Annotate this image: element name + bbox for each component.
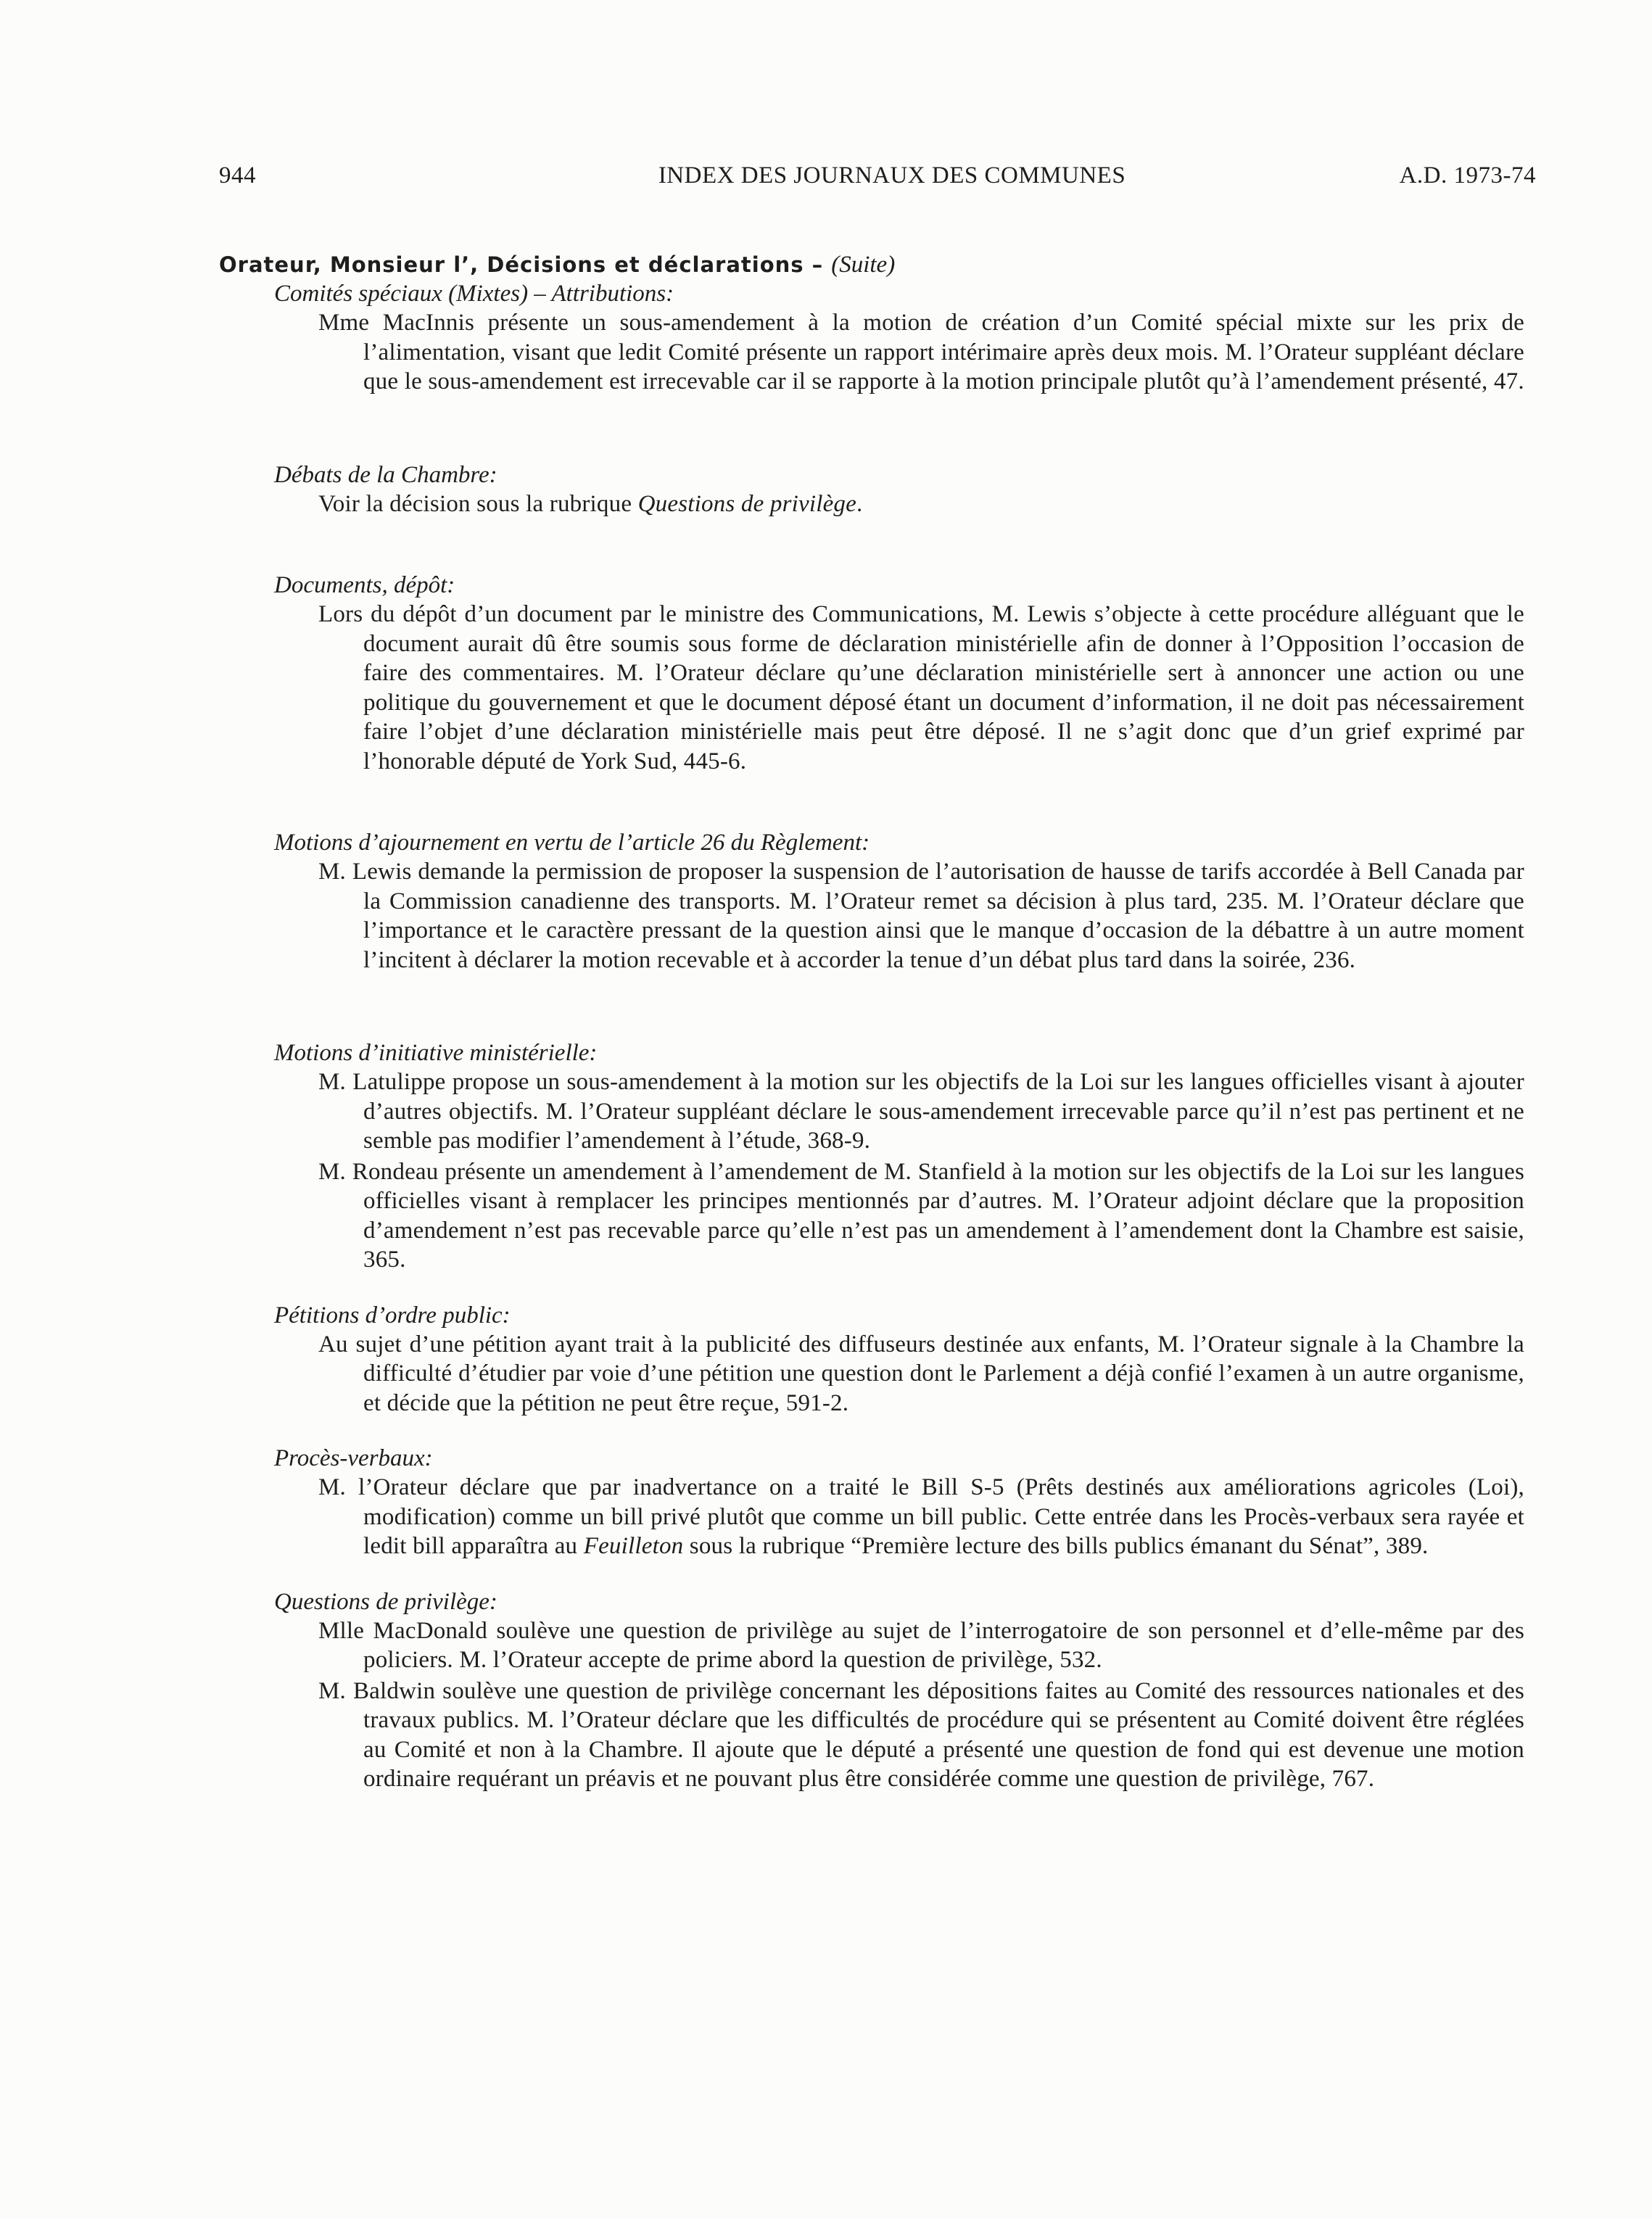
sub-heading: Documents, dépôt: [274,572,455,598]
section-motions-initiative [274,1038,1524,1275]
section-motions-ajournement [274,828,1524,975]
index-entry [318,1473,1524,1561]
main-heading-text: Orateur, Monsieur l’, Décisions et déclarations – [219,252,824,277]
section-documents-depot [274,571,1524,776]
index-entry: M. Latulippe propose un sous-amendement à la motion sur les objectifs de la Loi sur les langues officielles visant à ajouter d’autres objectifs. M. l’Orateur suppléant déclare le sous-amendement irrecevable parce qu’il n’est pas pertinent et ne semble pas modifier l’amendement à l’étude, 368-9. [318,1069,1524,1154]
sub-heading: Pétitions d’ordre public: [274,1302,511,1328]
entry-text: M. l’Orateur déclare que par inadvertance on a traité le Bill S-5 (Prêts destinés aux améliorations agricoles (Loi), modification) comme un bill privé plutôt que comme un bill public. Cette entrée dans les Procès-verbaux sera rayée et ledit bill apparaîtra au [318,1474,1524,1559]
section-questions-privilege [274,1587,1524,1794]
sub-heading: Procès-verbaux: [274,1445,433,1471]
section-comites-speciaux [274,279,1524,397]
index-entry: M. Rondeau présente un amendement à l’amendement de M. Stanfield à la motion sur les objectifs de la Loi sur les langues officielles visant à remplacer les principes mentionnés par d’autres. M. l’Orateur adjoint déclare que la proposition d’amendement n’est pas recevable parce qu’elle n’est pas un amendement à l’amendement dont la Chambre est saisie, 365. [318,1158,1524,1273]
sub-heading: Débats de la Chambre: [274,461,497,488]
cross-reference: Feuilleton [583,1533,684,1559]
section-proces-verbaux [274,1444,1524,1561]
sub-heading: Comités spéciaux (Mixtes) – Attributions: [274,281,674,307]
index-entry: Mme MacInnis présente un sous-amendement à la motion de création d’un Comité spécial mixte sur les prix de l’alimentation, visant que ledit Comité présente un rapport intérimaire après deux mois. M. l’Orateur suppléant déclare que le sous-amendement est irrecevable car il se rapporte à la motion principale plutôt qu’à l’amendement présenté, 47. [318,310,1524,394]
index-entry [318,489,1524,519]
main-heading-suite: (Suite) [831,252,896,278]
index-entry: M. Lewis demande la permission de proposer la suspension de l’autorisation de hausse de tarifs accordée à Bell Canada par la Commission canadienne des transports. M. l’Orateur remet sa décision à plus tard, 235. M. l’Orateur déclare que l’importance et le caractère pressant de la question ainsi que le manque d’occasion de la débattre à un autre moment l’incitent à déclarer la motion recevable et à accorder la tenue d’un débat plus tard dans la soirée, 236. [318,859,1524,973]
sub-heading: Questions de privilège: [274,1588,497,1615]
cross-reference: Questions de privilège [637,490,856,517]
running-header [219,162,1536,197]
entry-text-end: sous la rubrique “Première lecture des bills publics émanant du Sénat”, 389. [683,1533,1429,1559]
index-entry: Mlle MacDonald soulève une question de privilège au sujet de l’interrogatoire de son personnel et d’elle-même par des policiers. M. l’Orateur accepte de prime abord la question de privilège, 532. [318,1617,1524,1673]
section-petitions [274,1301,1524,1418]
sub-heading: Motions d’ajournement en vertu de l’article 26 du Règlement: [274,830,870,856]
index-entry: M. Baldwin soulève une question de privilège concernant les dépositions faites au Comité des ressources nationales et des travaux publics. M. l’Orateur déclare que les difficultés de procédure qui se présentent au Comité doivent être réglées au Comité et non à la Chambre. Il ajoute que le député a présenté une question de fond qui est devenue une motion ordinaire requérant un préavis et ne pouvant plus être considérée comme une question de privilège, 767. [318,1677,1524,1792]
sub-heading: Motions d’initiative ministérielle: [274,1040,598,1066]
section-debats [274,460,1524,519]
page-number: 944 [219,162,256,189]
index-entry: Au sujet d’une pétition ayant trait à la publicité des diffuseurs destinée aux enfants, M. l’Orateur signale à la Chambre la difficulté d’étudier par voie d’une pétition une question dont le Parlement a déjà confié l’examen à un autre organisme, et décide que la pétition ne peut être reçue, 591-2. [318,1331,1524,1416]
entry-text: Voir la décision sous la rubrique [318,490,638,517]
volume-years: A.D. 1973-74 [1399,162,1536,189]
running-title: INDEX DES JOURNAUX DES COMMUNES [658,162,1126,189]
index-body [219,250,1524,1796]
main-heading [219,250,1524,279]
index-entry: Lors du dépôt d’un document par le ministre des Communications, M. Lewis s’objecte à cette procédure alléguant que le document aurait dû être soumis sous forme de déclaration ministérielle afin de donner à l’Opposition l’occasion de faire des commentaires. M. l’Orateur déclare qu’une déclaration ministérielle sert à annoncer une action ou une politique du gouvernement et que le document déposé étant un document d’information, il ne doit pas nécessairement faire l’objet d’une déclaration ministérielle mais peut être déposé. Il ne s’agit donc que d’un grief exprimé par l’honorable député de York Sud, 445-6. [318,601,1524,774]
entry-text-end: . [856,490,863,517]
